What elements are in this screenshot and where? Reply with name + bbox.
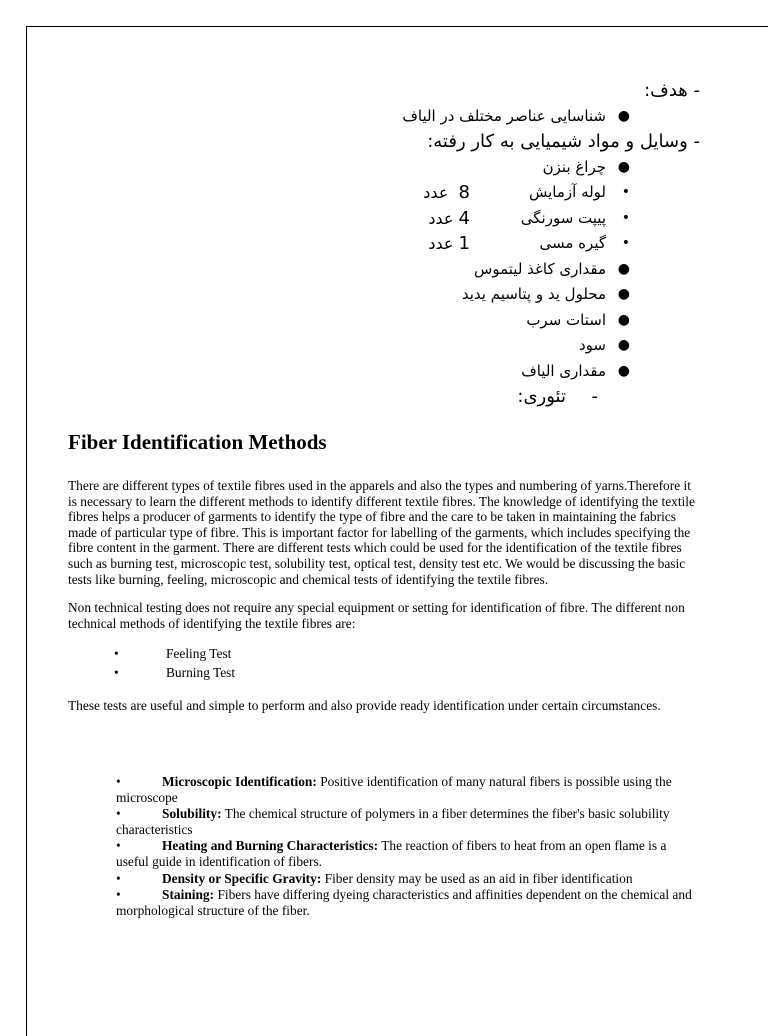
- method-desc: Positive identification of many natural fibers is possible using the microscope: [116, 773, 672, 805]
- material-item: ● محلول ید و پتاسیم یدید: [180, 282, 700, 308]
- material-item: • پیپت سورنگی 4 عدد: [180, 206, 700, 232]
- method-item: [116, 774, 700, 805]
- material-quantity: 4 عدد: [428, 207, 470, 229]
- method-desc: Fibers have differing dyeing characteristics and affinities dependent on the chemical and morphological structure of the fiber.: [116, 887, 692, 918]
- simple-tests-list: [114, 644, 700, 682]
- method-term: Microscopic Identification:: [162, 773, 317, 789]
- bullet-icon: ●: [617, 260, 630, 277]
- method-item: [116, 871, 700, 887]
- list-item: • Burning Test: [114, 663, 700, 682]
- non-technical-paragraph: Non technical testing does not require any special equipment or setting for identification of fibre. The different non technical methods of identifying the textile fibres are:: [68, 600, 685, 631]
- goal-heading: - هدف:: [644, 80, 700, 101]
- material-item: ● مقداری کاغذ لیتموس: [180, 257, 700, 283]
- bullet-icon: •: [116, 887, 121, 903]
- material-item: • لوله آزمایش 8 عدد: [180, 180, 700, 206]
- material-item: ● استات سرب: [180, 308, 700, 334]
- bullet-icon: ●: [617, 158, 630, 175]
- method-desc: The reaction of fibers to heat from an open flame is a useful guide in identification of fibers.: [116, 838, 667, 869]
- method-term: Heating and Burning Characteristics:: [162, 838, 379, 854]
- bullet-icon: •: [116, 806, 121, 822]
- method-item: [116, 806, 700, 837]
- bullet-icon: •: [116, 773, 121, 789]
- bullet-icon: •: [621, 184, 630, 200]
- material-item: ● سود: [180, 333, 700, 359]
- material-item: ● چراغ بنزن: [180, 155, 700, 181]
- bullet-icon: ●: [617, 362, 630, 379]
- intro-paragraph: There are different types of textile fibres used in the apparels and also the types and numbering of yarns.Therefore it is necessary to learn the different methods to identify different textile fibres. The knowledge of identifying the textile fibres helps a producer of garments to identify the type of fibre and the care to be taken in maintaining the fabrics made of particular type of fibre. This is important factor for labelling of the garments, which includes specifying the fibre content in the garment. There are different tests which could be used for the identification of the textile fibres such as burning test, microscopic test, solubility test, optical test, density test etc. We would be discussing the basic tests like burning, feeling, microscopic and chemical tests of identifying the textile fibres.: [68, 478, 695, 587]
- method-item: [116, 838, 700, 869]
- method-term: Density or Specific Gravity:: [162, 870, 322, 886]
- bullet-icon: •: [621, 209, 630, 226]
- goal-item: [180, 104, 700, 130]
- bullet-icon: ●: [617, 286, 630, 302]
- method-term: Staining:: [162, 887, 215, 903]
- method-desc: The chemical structure of polymers in a fiber determines the fiber's basic solubility characteristics: [116, 806, 670, 837]
- bullet-icon: ●: [617, 311, 630, 328]
- doc-title: Fiber Identification Methods: [68, 430, 327, 454]
- methods-list: [116, 774, 700, 918]
- material-quantity: 1 عدد: [428, 233, 470, 254]
- material-item: ● مقداری الیاف: [180, 359, 700, 385]
- bullet-icon: ●: [617, 107, 630, 124]
- bullet-icon: ●: [617, 337, 630, 353]
- materials-heading: - وسایل و مواد شیمیایی به کار رفته:: [427, 131, 700, 152]
- method-term: Solubility:: [162, 806, 222, 822]
- english-section: [68, 428, 700, 919]
- persian-section: [180, 78, 700, 410]
- material-quantity: 8 عدد: [423, 182, 470, 203]
- bullet-icon: •: [116, 838, 121, 854]
- useful-note-paragraph: These tests are useful and simple to perform and also provide ready identification under certain circumstances.: [68, 698, 661, 714]
- method-desc: Fiber density may be used as an aid in fiber identification: [321, 870, 633, 886]
- goal-item-text: شناسایی عناصر مختلف در الیاف: [402, 106, 606, 125]
- bullet-icon: •: [116, 870, 121, 886]
- material-item: • گیره مسی 1 عدد: [180, 231, 700, 257]
- method-item: [116, 887, 700, 918]
- bullet-icon: •: [621, 235, 630, 251]
- list-item: • Feeling Test: [114, 644, 700, 663]
- theory-heading: - تئوری:: [517, 386, 598, 407]
